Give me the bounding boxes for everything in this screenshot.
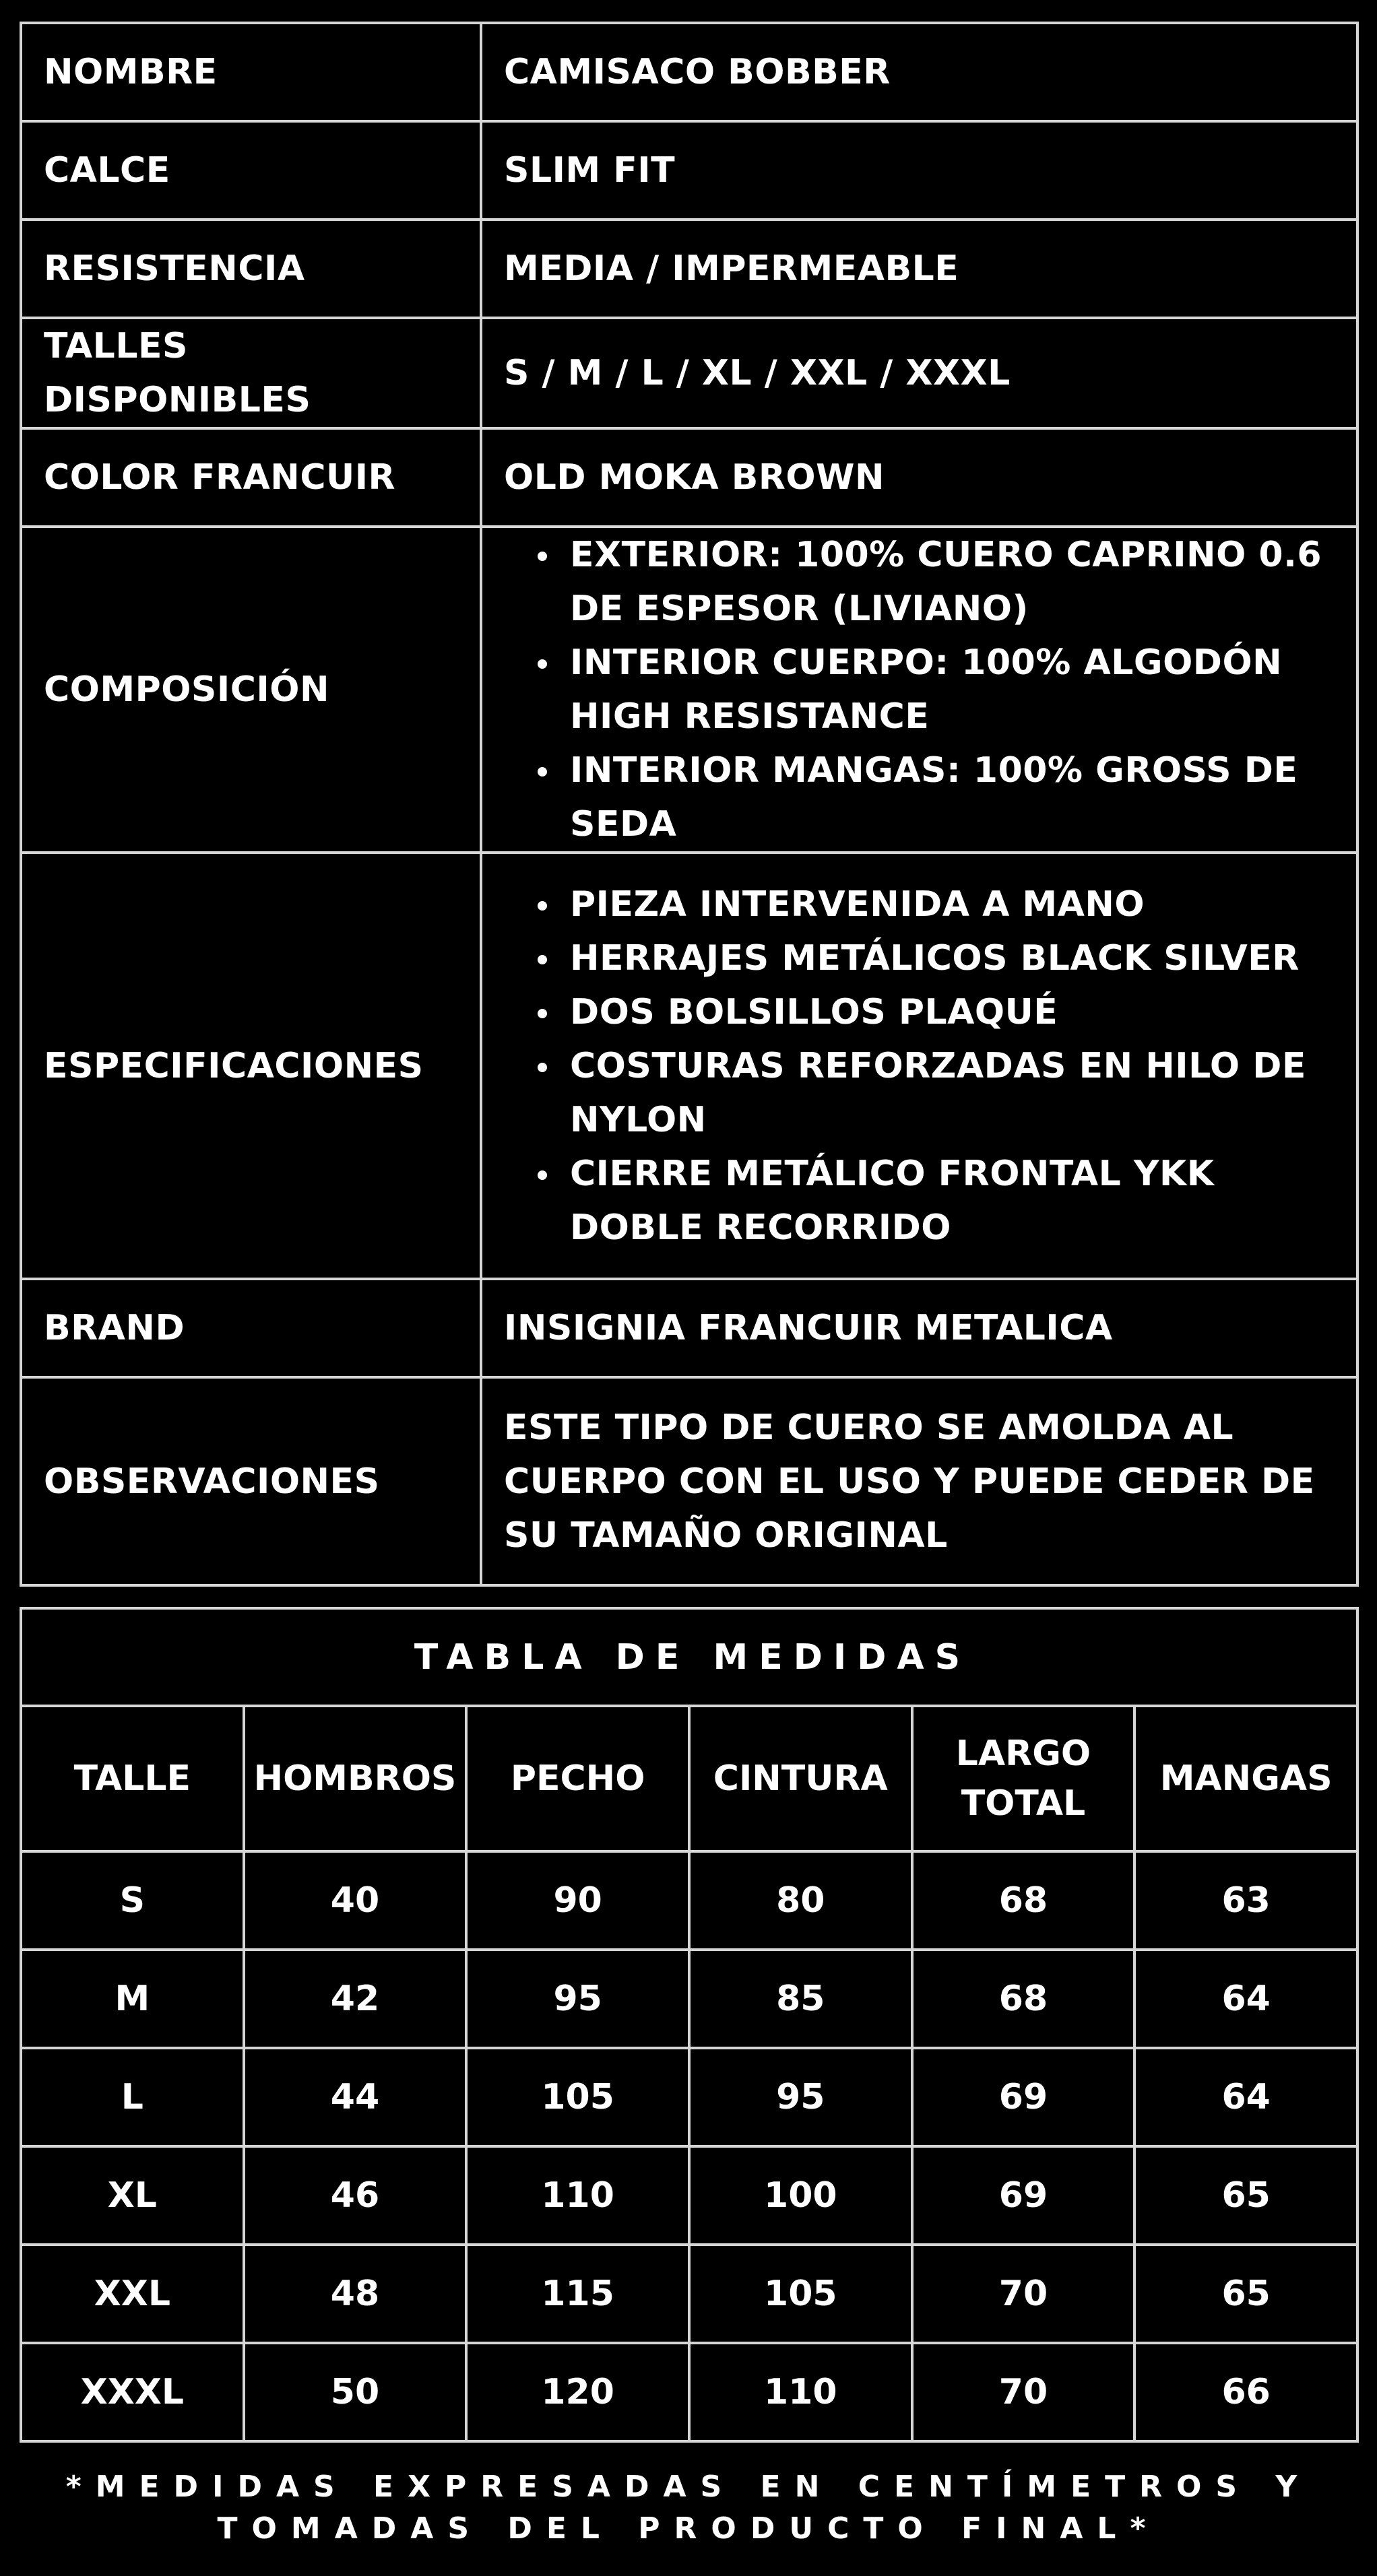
- spec-row-nombre: [21, 23, 1357, 121]
- table-cell: 70: [912, 2343, 1135, 2441]
- spec-row-composicion: [21, 527, 1357, 853]
- table-cell: 110: [689, 2343, 912, 2441]
- list-item: CIERRE METÁLICO FRONTAL YKK DOBLE RECORRIDO: [570, 1147, 1335, 1255]
- table-cell: 65: [1134, 2146, 1357, 2245]
- spec-value: CAMISACO BOBBER: [481, 23, 1357, 121]
- spec-row-resistencia: [21, 220, 1357, 318]
- spec-row-talles: [21, 318, 1357, 428]
- list-item: INTERIOR MANGAS: 100% GROSS DE SEDA: [570, 744, 1335, 851]
- spec-value: MEDIA / IMPERMEABLE: [481, 220, 1357, 318]
- table-cell: 90: [466, 1851, 689, 1950]
- table-cell: 105: [466, 2048, 689, 2146]
- table-cell: 40: [244, 1851, 467, 1950]
- measurements-footnote: *MEDIDAS EXPRESADAS EN CENTÍMETROS Y TOMADAS DEL PRODUCTO FINAL*: [65, 2470, 1312, 2546]
- spec-table: [20, 22, 1359, 1587]
- list-item: EXTERIOR: 100% CUERO CAPRINO 0.6 DE ESPESOR (LIVIANO): [570, 528, 1335, 636]
- spec-label: COMPOSICIÓN: [21, 527, 481, 853]
- spec-label: CALCE: [21, 121, 481, 220]
- table-row: [21, 1851, 1357, 1950]
- table-row: [21, 2245, 1357, 2343]
- table-cell: 95: [689, 2048, 912, 2146]
- composition-list: [504, 528, 1335, 851]
- column-header: LARGO TOTAL: [912, 1706, 1135, 1851]
- column-header: CINTURA: [689, 1706, 912, 1851]
- table-cell: 115: [466, 2245, 689, 2343]
- table-cell: 68: [912, 1851, 1135, 1950]
- spec-row-observaciones: [21, 1377, 1357, 1585]
- list-item: PIEZA INTERVENIDA A MANO: [570, 878, 1335, 931]
- spec-row-brand: [21, 1279, 1357, 1377]
- table-cell: 68: [912, 1950, 1135, 2048]
- column-header: TALLE: [21, 1706, 244, 1851]
- table-cell: 105: [689, 2245, 912, 2343]
- list-item: DOS BOLSILLOS PLAQUÉ: [570, 985, 1335, 1039]
- specifications-list: [504, 878, 1335, 1255]
- table-cell: XXXL: [21, 2343, 244, 2441]
- table-cell: 80: [689, 1851, 912, 1950]
- column-header: PECHO: [466, 1706, 689, 1851]
- table-cell: M: [21, 1950, 244, 2048]
- table-cell: 100: [689, 2146, 912, 2245]
- column-header: MANGAS: [1134, 1706, 1357, 1851]
- table-cell: XXL: [21, 2245, 244, 2343]
- spec-value: SLIM FIT: [481, 121, 1357, 220]
- spec-row-calce: [21, 121, 1357, 220]
- spec-value: S / M / L / XL / XXL / XXXL: [481, 318, 1357, 428]
- table-cell: 50: [244, 2343, 467, 2441]
- size-chart-title-row: [21, 1608, 1357, 1706]
- table-cell: 69: [912, 2146, 1135, 2245]
- spec-label: OBSERVACIONES: [21, 1377, 481, 1585]
- list-item: INTERIOR CUERPO: 100% ALGODÓN HIGH RESISTANCE: [570, 636, 1335, 744]
- spec-label: TALLES DISPONIBLES: [21, 318, 481, 428]
- table-cell: 85: [689, 1950, 912, 2048]
- spec-value: ESTE TIPO DE CUERO SE AMOLDA AL CUERPO CON EL USO Y PUEDE CEDER DE SU TAMAÑO ORIGINAL: [481, 1377, 1357, 1585]
- spec-label: RESISTENCIA: [21, 220, 481, 318]
- spec-label: ESPECIFICACIONES: [21, 853, 481, 1279]
- table-row: [21, 2048, 1357, 2146]
- table-cell: 70: [912, 2245, 1135, 2343]
- list-item: HERRAJES METÁLICOS BLACK SILVER: [570, 931, 1335, 985]
- spec-label: BRAND: [21, 1279, 481, 1377]
- table-cell: 42: [244, 1950, 467, 2048]
- table-cell: 65: [1134, 2245, 1357, 2343]
- spec-row-color: [21, 428, 1357, 527]
- column-header: HOMBROS: [244, 1706, 467, 1851]
- table-cell: S: [21, 1851, 244, 1950]
- table-cell: 63: [1134, 1851, 1357, 1950]
- size-chart-title: TABLA DE MEDIDAS: [21, 1608, 1357, 1706]
- table-cell: 69: [912, 2048, 1135, 2146]
- list-item: COSTURAS REFORZADAS EN HILO DE NYLON: [570, 1039, 1335, 1147]
- table-row: [21, 2343, 1357, 2441]
- spec-value: INSIGNIA FRANCUIR METALICA: [481, 1279, 1357, 1377]
- table-cell: L: [21, 2048, 244, 2146]
- table-row: [21, 2146, 1357, 2245]
- spec-label: COLOR FRANCUIR: [21, 428, 481, 527]
- spec-label: NOMBRE: [21, 23, 481, 121]
- table-cell: 66: [1134, 2343, 1357, 2441]
- table-row: [21, 1950, 1357, 2048]
- table-cell: 46: [244, 2146, 467, 2245]
- spec-value: OLD MOKA BROWN: [481, 428, 1357, 527]
- table-cell: 44: [244, 2048, 467, 2146]
- table-cell: XL: [21, 2146, 244, 2245]
- spec-row-especificaciones: [21, 853, 1357, 1279]
- spec-value: [481, 527, 1357, 853]
- size-chart-header-row: [21, 1706, 1357, 1851]
- table-cell: 64: [1134, 2048, 1357, 2146]
- table-cell: 110: [466, 2146, 689, 2245]
- table-cell: 95: [466, 1950, 689, 2048]
- table-cell: 48: [244, 2245, 467, 2343]
- size-chart-table: [20, 1607, 1359, 2443]
- spec-value: [481, 853, 1357, 1279]
- table-cell: 120: [466, 2343, 689, 2441]
- table-cell: 64: [1134, 1950, 1357, 2048]
